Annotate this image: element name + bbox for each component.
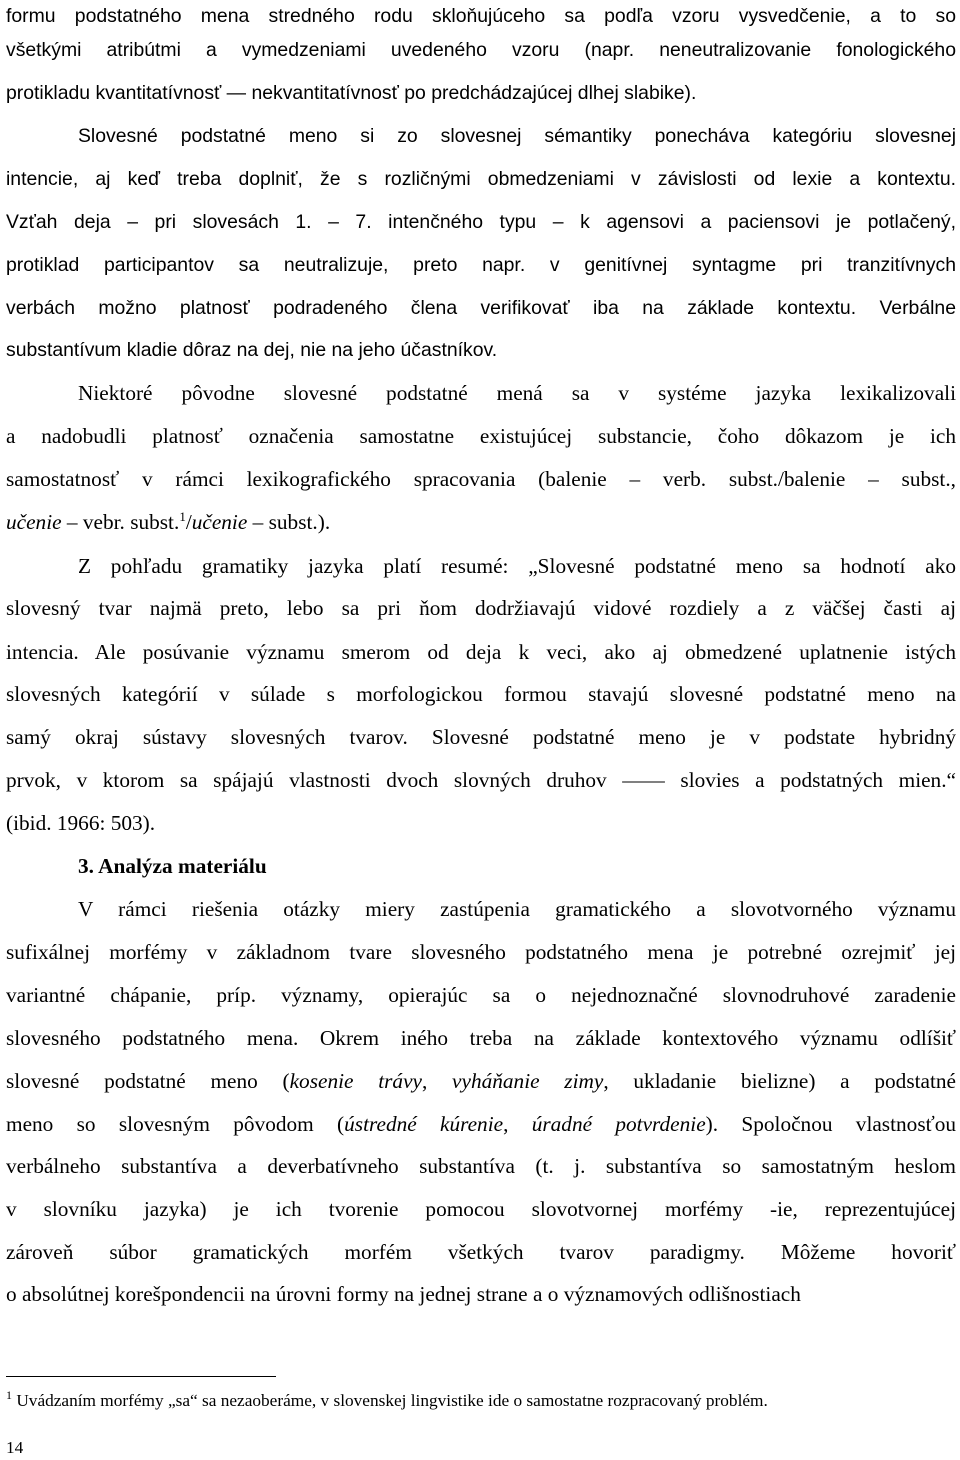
text-segment: – subst.). bbox=[247, 510, 331, 534]
text-line bbox=[6, 1278, 956, 1310]
text-line bbox=[78, 377, 956, 409]
text-segment: slovesný tvar najmä preto, lebo sa pri ňom dodržiavajú vidové rozdiely a z väčšej časti aj bbox=[6, 596, 956, 620]
text-segment: samý okraj sústavy slovesných tvarov. Slovesné podstatné meno je v podstate hybridný bbox=[6, 725, 956, 749]
text-segment: Niektoré pôvodne slovesné podstatné mená sa v systéme jazyka lexikalizovali bbox=[78, 381, 956, 405]
text-line bbox=[6, 1108, 956, 1140]
text-line bbox=[6, 334, 956, 366]
text-line bbox=[6, 34, 956, 66]
text-line bbox=[6, 163, 956, 195]
text-segment: slovesného podstatného mena. Okrem iného treba na základe kontextového významu odlíšiť bbox=[6, 1026, 956, 1050]
text-line bbox=[6, 678, 956, 710]
text-line bbox=[6, 979, 956, 1011]
italic-text: úradné potvrdenie bbox=[531, 1112, 706, 1136]
italic-text: učenie bbox=[191, 510, 248, 534]
text-line bbox=[6, 1193, 956, 1225]
text-line bbox=[6, 1236, 956, 1268]
text-line bbox=[6, 721, 956, 753]
text-segment: – vebr. subst. bbox=[61, 510, 180, 534]
text-segment: prvok, v ktorom sa spájajú vlastnosti dvoch slovných druhov —— slovies a podstatných mien.“ bbox=[6, 768, 956, 792]
page-number: 14 bbox=[6, 1438, 24, 1457]
text-segment: Z pohľadu gramatiky jazyka platí resumé: „Slovesné podstatné meno sa hodnotí ako bbox=[78, 554, 956, 578]
text-line bbox=[6, 206, 956, 238]
text-line bbox=[6, 506, 956, 538]
text-segment: všetkými atribútmi a vymedzeniami uvedeného vzoru (napr. neneutralizovanie fonologického bbox=[6, 39, 956, 61]
text-segment: o absolútnej korešpondencii na úrovni formy na jednej strane a o významových odlišnostiach bbox=[6, 1282, 801, 1306]
text-segment: slovesných kategórií v súlade s morfologickou formou stavajú slovesné podstatné meno na bbox=[6, 682, 956, 706]
text-segment: slovesné podstatné meno ( bbox=[6, 1069, 290, 1093]
text-line bbox=[6, 764, 956, 796]
footnote bbox=[6, 1388, 956, 1414]
italic-text: vyháňanie zimy bbox=[452, 1069, 604, 1093]
text-segment: samostatnosť v rámci lexikografického spracovania (balenie – verb. subst./balenie – subst., bbox=[6, 467, 956, 491]
text-segment: zároveň súbor gramatických morfém všetkých tvarov paradigmy. Môžeme hovoriť bbox=[6, 1240, 956, 1264]
text-line bbox=[6, 1065, 956, 1097]
text-line bbox=[78, 550, 956, 582]
text-segment: meno so slovesným pôvodom ( bbox=[6, 1112, 345, 1136]
text-segment: sufixálnej morfémy v základnom tvare slovesného podstatného mena je potrebné ozrejmiť jej bbox=[6, 940, 956, 964]
text-line bbox=[6, 807, 956, 839]
text-segment: (ibid. 1966: 503). bbox=[6, 811, 156, 835]
text-segment: formu podstatného mena stredného rodu skloňujúceho sa podľa vzoru vysvedčenie, a to so bbox=[6, 5, 956, 27]
text-segment: Slovesné podstatné meno si zo slovesnej sémantiky ponecháva kategóriu slovesnej bbox=[78, 125, 956, 147]
footnote-marker: 1 bbox=[6, 1388, 12, 1403]
text-segment: intencie, aj keď treba doplniť, že s rozličnými obmedzeniami v závislosti od lexie a kontextu. bbox=[6, 168, 956, 190]
text-segment: 3. Analýza materiálu bbox=[78, 854, 267, 878]
text-segment: substantívum kladie dôraz na dej, nie na jeho účastníkov. bbox=[6, 339, 498, 361]
text-segment: ). Spoločnou vlastnosťou bbox=[705, 1112, 956, 1136]
text-segment: protiklad participantov sa neutralizuje, preto napr. v genitívnej syntagme pri tranzitívnych bbox=[6, 254, 956, 276]
text-line bbox=[6, 0, 956, 32]
text-segment: a nadobudli platnosť označenia samostatne existujúcej substancie, čoho dôkazom je ich bbox=[6, 424, 956, 448]
text-segment: intencia. Ale posúvanie významu smerom od deja k veci, ako aj obmedzené uplatnenie istých bbox=[6, 640, 956, 664]
text-segment: Vzťah deja – pri slovesách 1. – 7. intenčného typu – k agensovi a paciensovi je potlačený, bbox=[6, 211, 956, 233]
text-line bbox=[6, 463, 956, 495]
italic-text: ústredné kúrenie bbox=[344, 1112, 504, 1136]
italic-text: učenie bbox=[6, 510, 62, 534]
text-line bbox=[6, 592, 956, 624]
text-segment: , bbox=[421, 1069, 453, 1093]
text-segment: v slovníku jazyka) je ich tvorenie pomocou slovotvornej morfémy -ie, reprezentujúcej bbox=[6, 1197, 956, 1221]
text-line bbox=[78, 120, 956, 152]
text-segment: verbálneho substantíva a deverbatívneho substantíva (t. j. substantíva so samostatným heslom bbox=[6, 1154, 956, 1178]
footnote-separator bbox=[6, 1376, 276, 1377]
text-line bbox=[6, 292, 956, 324]
text-segment: V rámci riešenia otázky miery zastúpenia gramatického a slovotvorného významu bbox=[78, 897, 956, 921]
text-line bbox=[6, 636, 956, 668]
text-line bbox=[6, 249, 956, 281]
footnote-text: Uvádzaním morfémy „sa“ sa nezaoberáme, v slovenskej lingvistike ide o samostatne rozpracovaný problém. bbox=[12, 1391, 768, 1410]
text-segment: protikladu kvantitatívnosť — nekvantitatívnosť po predchádzajúcej dlhej slabike). bbox=[6, 82, 697, 104]
text-segment: variantné chápanie, príp. významy, opierajúc sa o nejednoznačné slovnodruhové zaradenie bbox=[6, 983, 956, 1007]
text-line bbox=[6, 936, 956, 968]
text-line bbox=[6, 1022, 956, 1054]
text-segment: , ukladanie bielizne) a podstatné bbox=[603, 1069, 956, 1093]
footnote-reference: 1 bbox=[179, 508, 186, 524]
text-segment: / bbox=[185, 510, 192, 534]
italic-text: kosenie trávy bbox=[289, 1069, 422, 1093]
text-line bbox=[6, 1150, 956, 1182]
text-line bbox=[6, 420, 956, 452]
text-line bbox=[6, 77, 956, 109]
text-segment: , bbox=[503, 1112, 532, 1136]
section-heading bbox=[78, 850, 956, 882]
text-segment: verbách možno platnosť podradeného člena verifikovať iba na základe kontextu. Verbálne bbox=[6, 297, 956, 319]
text-line bbox=[78, 893, 956, 925]
